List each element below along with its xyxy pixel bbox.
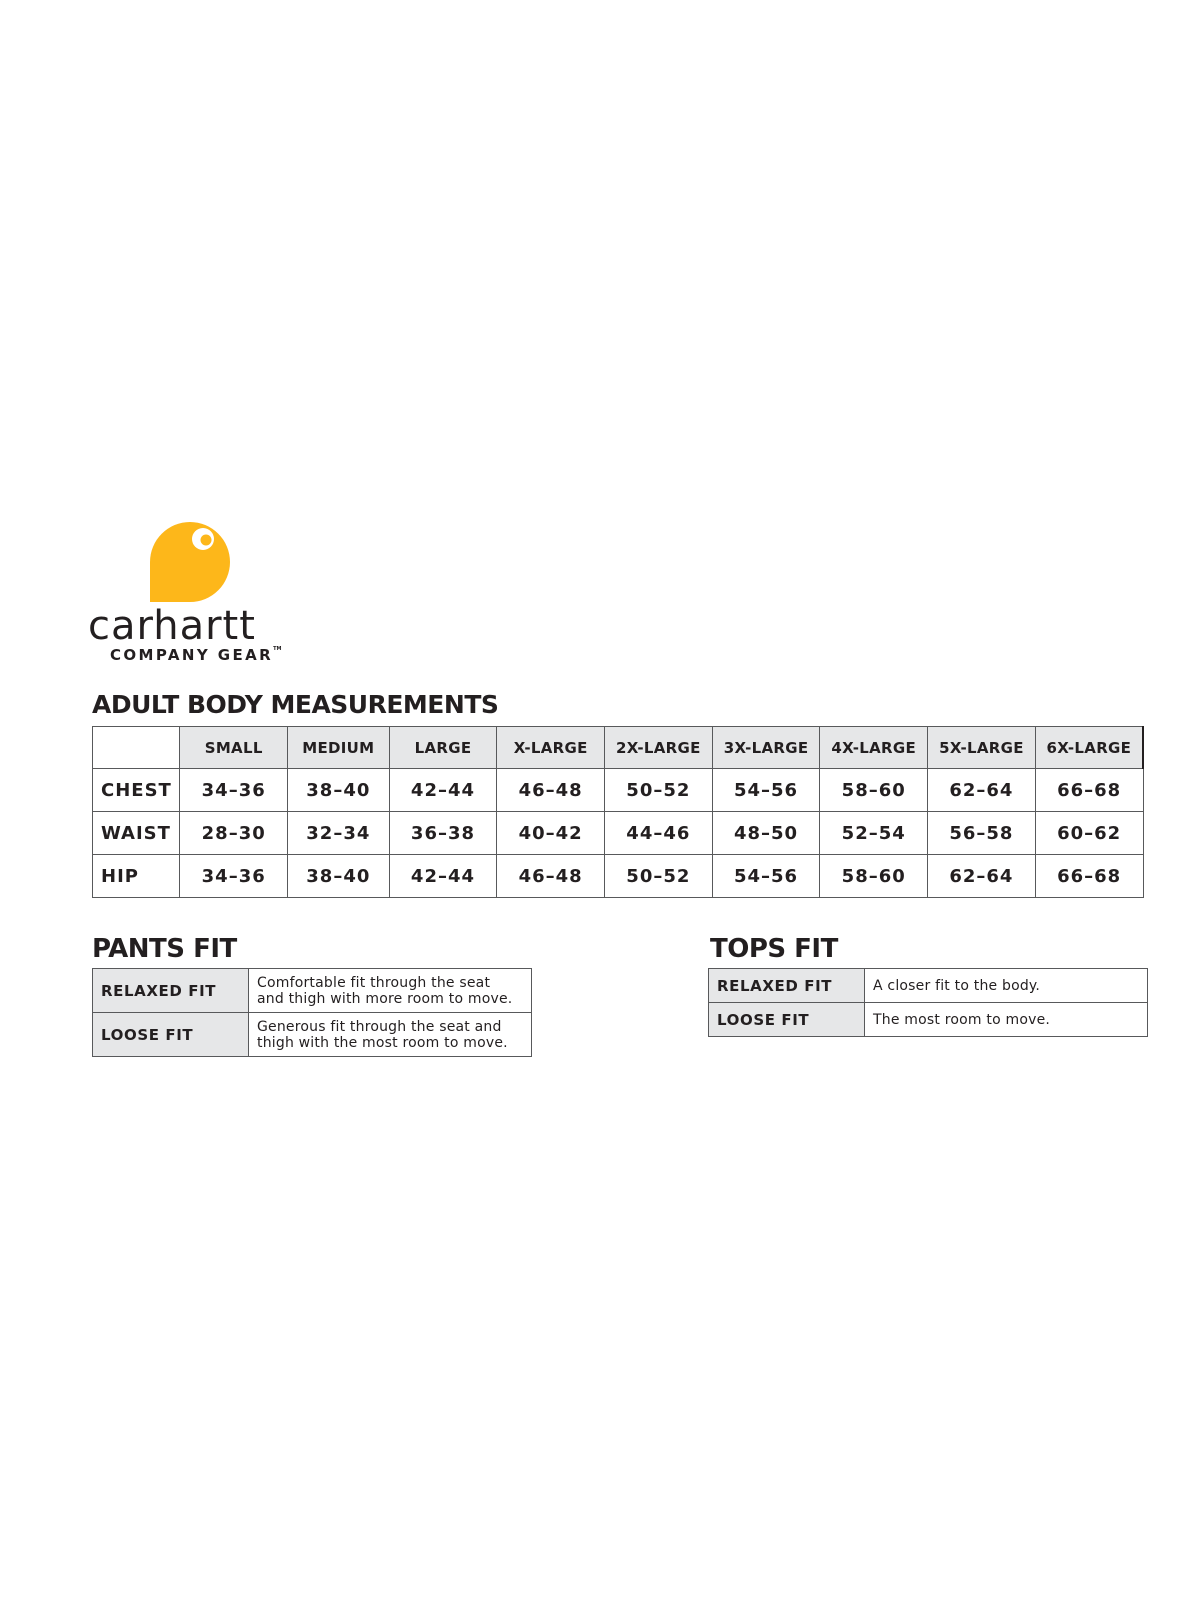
size-header-small: SMALL (180, 727, 288, 769)
size-header-6x-large: 6X-LARGE (1035, 727, 1143, 769)
table-row (93, 969, 532, 1013)
table-cell: 28–30 (180, 812, 288, 855)
table-cell: 50–52 (605, 769, 713, 812)
table-cell: 38–40 (288, 855, 390, 898)
table-cell: 58–60 (820, 769, 928, 812)
pants-loose-fit-description (249, 1013, 532, 1057)
header-corner-cell (93, 727, 180, 769)
table-cell: 66–68 (1035, 769, 1143, 812)
body-measurements-table (92, 726, 1144, 898)
table-cell: 50–52 (605, 855, 713, 898)
description-line: and thigh with more room to move. (257, 990, 513, 1007)
carhartt-c-logo-icon (150, 518, 230, 608)
table-row (93, 812, 1144, 855)
table-cell: 46–48 (497, 855, 605, 898)
tops-fit-title: TOPS FIT (710, 934, 838, 964)
tops-loose-fit-description: The most room to move. (865, 1003, 1148, 1037)
size-header-2x-large: 2X-LARGE (605, 727, 713, 769)
table-cell: 42–44 (389, 769, 497, 812)
table-cell: 38–40 (288, 769, 390, 812)
table-cell: 66–68 (1035, 855, 1143, 898)
row-label-hip: HIP (93, 855, 180, 898)
row-label-chest: CHEST (93, 769, 180, 812)
table-cell: 36–38 (389, 812, 497, 855)
table-cell: 56–58 (928, 812, 1036, 855)
table-cell: 52–54 (820, 812, 928, 855)
table-cell: 60–62 (1035, 812, 1143, 855)
brand-logo (88, 518, 298, 668)
table-cell: 58–60 (820, 855, 928, 898)
brand-tagline-text: COMPANY GEAR (110, 646, 274, 664)
pants-fit-table (92, 968, 532, 1057)
table-cell: 48–50 (712, 812, 820, 855)
table-row (93, 1013, 532, 1057)
size-header-large: LARGE (389, 727, 497, 769)
table-cell: 32–34 (288, 812, 390, 855)
table-cell: 54–56 (712, 769, 820, 812)
brand-wordmark: carhartt (88, 603, 256, 649)
tops-relaxed-fit-label: RELAXED FIT (709, 969, 865, 1003)
measurements-title: ADULT BODY MEASUREMENTS (92, 690, 499, 719)
size-header-5x-large: 5X-LARGE (928, 727, 1036, 769)
description-line: Comfortable fit through the seat (257, 974, 491, 991)
trademark-symbol: TM (273, 646, 282, 652)
table-row (709, 1003, 1148, 1037)
description-line: thigh with the most room to move. (257, 1034, 508, 1051)
pants-relaxed-fit-label: RELAXED FIT (93, 969, 249, 1013)
table-cell: 46–48 (497, 769, 605, 812)
tops-loose-fit-label: LOOSE FIT (709, 1003, 865, 1037)
size-header-3x-large: 3X-LARGE (712, 727, 820, 769)
size-header-4x-large: 4X-LARGE (820, 727, 928, 769)
table-cell: 62–64 (928, 855, 1036, 898)
table-row (709, 969, 1148, 1003)
table-cell: 62–64 (928, 769, 1036, 812)
size-header-medium: MEDIUM (288, 727, 390, 769)
description-line: Generous fit through the seat and (257, 1018, 502, 1035)
table-cell: 34–36 (180, 855, 288, 898)
size-header-x-large: X-LARGE (497, 727, 605, 769)
brand-tagline (110, 646, 281, 664)
table-cell: 42–44 (389, 855, 497, 898)
pants-relaxed-fit-description (249, 969, 532, 1013)
table-cell: 44–46 (605, 812, 713, 855)
table-cell: 40–42 (497, 812, 605, 855)
tops-fit-table (708, 968, 1148, 1037)
table-cell: 34–36 (180, 769, 288, 812)
tops-relaxed-fit-description: A closer fit to the body. (865, 969, 1148, 1003)
table-cell: 54–56 (712, 855, 820, 898)
size-header-row (93, 727, 1144, 769)
row-label-waist: WAIST (93, 812, 180, 855)
pants-fit-title: PANTS FIT (92, 934, 237, 964)
table-row (93, 769, 1144, 812)
pants-loose-fit-label: LOOSE FIT (93, 1013, 249, 1057)
table-row (93, 855, 1144, 898)
